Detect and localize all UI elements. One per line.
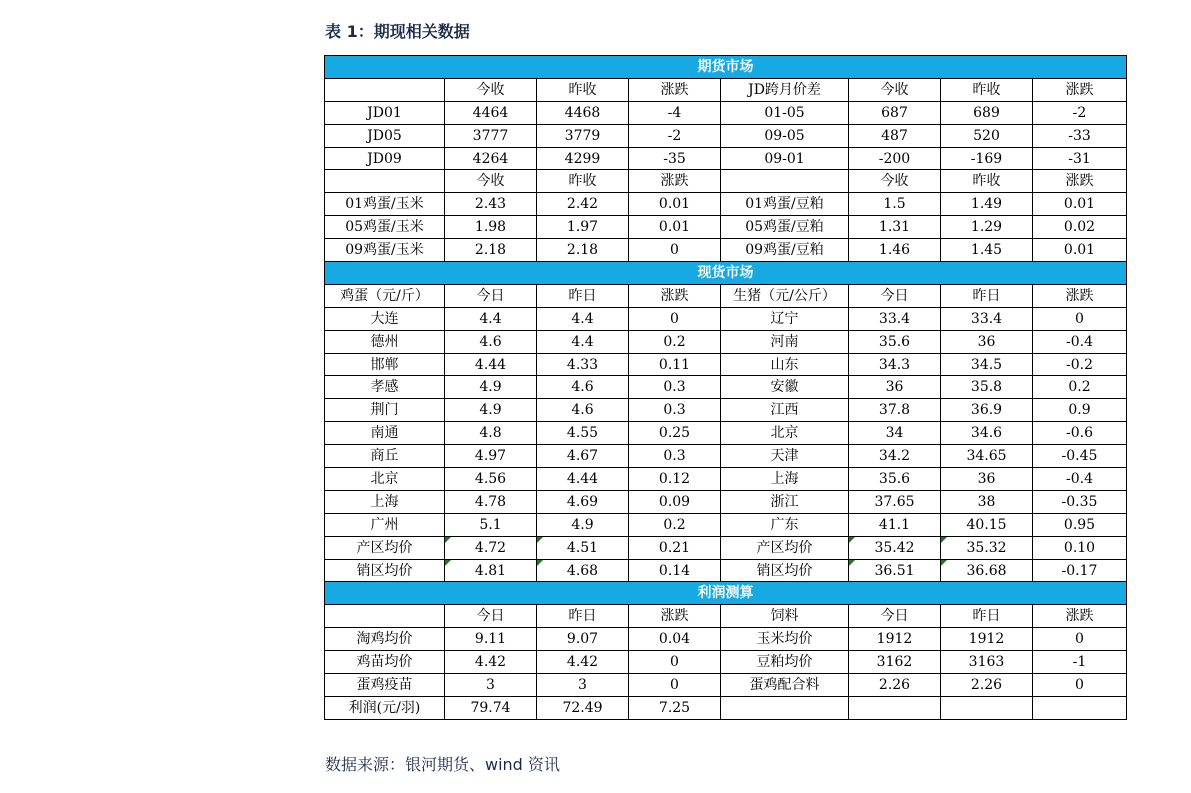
cell-change: 0 — [629, 239, 721, 262]
cell-yesterday: 昨收 — [537, 78, 629, 101]
table-row — [325, 330, 1127, 353]
cell-yesterday: 2.42 — [537, 193, 629, 216]
cell-change: -2 — [629, 124, 721, 147]
cell-name: 大连 — [325, 307, 445, 330]
cell-change: 0.3 — [629, 399, 721, 422]
cell-change: 0.21 — [629, 536, 721, 559]
cell-yesterday2: 3163 — [941, 651, 1033, 674]
cell-change: -35 — [629, 147, 721, 170]
cell-change: 0.01 — [629, 193, 721, 216]
table-row — [325, 513, 1127, 536]
cell-name: JD05 — [325, 124, 445, 147]
cell-yesterday: 4.68 — [537, 559, 629, 582]
cell-yesterday2: 34.5 — [941, 353, 1033, 376]
cell-today2: 1.31 — [849, 216, 941, 239]
cell-yesterday2: 36 — [941, 330, 1033, 353]
futures-section-header — [325, 56, 1127, 79]
cell-today: 4.81 — [445, 559, 537, 582]
cell-change: 0.14 — [629, 559, 721, 582]
table-row — [325, 490, 1127, 513]
cell-name2: JD跨月价差 — [721, 78, 849, 101]
cell-name: 销区均价 — [325, 559, 445, 582]
table-row — [325, 147, 1127, 170]
header-row — [325, 78, 1127, 101]
cell-name2: 生猪（元/公斤） — [721, 284, 849, 307]
cell-yesterday: 昨收 — [537, 170, 629, 193]
cell-today2: 687 — [849, 101, 941, 124]
cell-name2: 05鸡蛋/豆粕 — [721, 216, 849, 239]
cell-name2: 安徽 — [721, 376, 849, 399]
cell-today: 4464 — [445, 101, 537, 124]
cell-name: JD09 — [325, 147, 445, 170]
cell-name2: 上海 — [721, 468, 849, 491]
table-row — [325, 216, 1127, 239]
header-row — [325, 170, 1127, 193]
cell-yesterday: 1.97 — [537, 216, 629, 239]
cell-change2: 涨跌 — [1033, 78, 1127, 101]
cell-today2: 今日 — [849, 605, 941, 628]
cell-change: 0 — [629, 651, 721, 674]
cell-name: 北京 — [325, 468, 445, 491]
cell-yesterday: 昨日 — [537, 284, 629, 307]
cell-yesterday: 4.6 — [537, 376, 629, 399]
table-row — [325, 376, 1127, 399]
cell-name2 — [721, 696, 849, 719]
data-table — [324, 55, 1127, 720]
cell-today2: 1912 — [849, 628, 941, 651]
cell-today2: 34.3 — [849, 353, 941, 376]
cell-today2: 41.1 — [849, 513, 941, 536]
cell-change2: 涨跌 — [1033, 284, 1127, 307]
cell-today: 今日 — [445, 284, 537, 307]
cell-change2: 涨跌 — [1033, 170, 1127, 193]
cell-change2: 0.95 — [1033, 513, 1127, 536]
cell-today: 4.72 — [445, 536, 537, 559]
cell-today: 2.18 — [445, 239, 537, 262]
cell-yesterday: 4.55 — [537, 422, 629, 445]
cell-name: 鸡苗均价 — [325, 651, 445, 674]
cell-yesterday2: 36.68 — [941, 559, 1033, 582]
cell-yesterday2: 1.29 — [941, 216, 1033, 239]
cell-change: 0.2 — [629, 330, 721, 353]
cell-name: 利润(元/羽) — [325, 696, 445, 719]
cell-change: 0.12 — [629, 468, 721, 491]
table-row — [325, 674, 1127, 697]
cell-yesterday2: 40.15 — [941, 513, 1033, 536]
cell-yesterday2: 昨日 — [941, 605, 1033, 628]
table-row — [325, 445, 1127, 468]
cell-change2: -0.4 — [1033, 468, 1127, 491]
cell-name — [325, 78, 445, 101]
cell-yesterday: 2.18 — [537, 239, 629, 262]
table-row — [325, 353, 1127, 376]
cell-change2: 0.9 — [1033, 399, 1127, 422]
section-title: 现货市场 — [325, 262, 1127, 285]
cell-name2: 玉米均价 — [721, 628, 849, 651]
cell-today: 79.74 — [445, 696, 537, 719]
cell-yesterday2: 38 — [941, 490, 1033, 513]
table-row — [325, 124, 1127, 147]
cell-today: 9.11 — [445, 628, 537, 651]
cell-today: 4.97 — [445, 445, 537, 468]
cell-name — [325, 170, 445, 193]
table-row — [325, 101, 1127, 124]
cell-name2: 浙江 — [721, 490, 849, 513]
cell-name: 09鸡蛋/玉米 — [325, 239, 445, 262]
cell-change: 0.01 — [629, 216, 721, 239]
cell-name2: 北京 — [721, 422, 849, 445]
cell-today: 5.1 — [445, 513, 537, 536]
table-caption: 表 1：期现相关数据 — [325, 22, 470, 41]
cell-today2: 1.46 — [849, 239, 941, 262]
cell-name: 德州 — [325, 330, 445, 353]
cell-today: 今日 — [445, 605, 537, 628]
cell-name: 广州 — [325, 513, 445, 536]
table-row — [325, 307, 1127, 330]
cell-name: 产区均价 — [325, 536, 445, 559]
cell-yesterday: 3779 — [537, 124, 629, 147]
cell-change2: -0.6 — [1033, 422, 1127, 445]
cell-yesterday: 4.9 — [537, 513, 629, 536]
cell-name2: 河南 — [721, 330, 849, 353]
cell-change: -4 — [629, 101, 721, 124]
cell-name: 上海 — [325, 490, 445, 513]
cell-change: 涨跌 — [629, 78, 721, 101]
section-title: 利润测算 — [325, 582, 1127, 605]
cell-yesterday: 4.4 — [537, 307, 629, 330]
cell-today: 2.43 — [445, 193, 537, 216]
cell-today2: 今收 — [849, 170, 941, 193]
cell-change2: -0.45 — [1033, 445, 1127, 468]
table-row — [325, 559, 1127, 582]
cell-today2: 2.26 — [849, 674, 941, 697]
cell-yesterday: 4468 — [537, 101, 629, 124]
spot-section-header — [325, 262, 1127, 285]
cell-change2: -0.2 — [1033, 353, 1127, 376]
cell-change2: -31 — [1033, 147, 1127, 170]
cell-today: 4.9 — [445, 399, 537, 422]
cell-change2: 0 — [1033, 307, 1127, 330]
cell-today2: 34 — [849, 422, 941, 445]
cell-name2: 天津 — [721, 445, 849, 468]
header-row — [325, 605, 1127, 628]
cell-today: 4.56 — [445, 468, 537, 491]
cell-yesterday: 4.4 — [537, 330, 629, 353]
cell-today: 4.78 — [445, 490, 537, 513]
cell-today: 今收 — [445, 170, 537, 193]
cell-today2: 1.5 — [849, 193, 941, 216]
cell-name2: 09-05 — [721, 124, 849, 147]
cell-change: 0.3 — [629, 445, 721, 468]
cell-name — [325, 605, 445, 628]
table-row — [325, 651, 1127, 674]
cell-today: 3 — [445, 674, 537, 697]
cell-yesterday2: 昨日 — [941, 284, 1033, 307]
cell-yesterday: 4.6 — [537, 399, 629, 422]
table-row — [325, 628, 1127, 651]
cell-today2: 今收 — [849, 78, 941, 101]
cell-yesterday: 72.49 — [537, 696, 629, 719]
cell-name: 荆门 — [325, 399, 445, 422]
cell-today2: 35.6 — [849, 330, 941, 353]
cell-yesterday2: 昨收 — [941, 170, 1033, 193]
cell-change2: 涨跌 — [1033, 605, 1127, 628]
cell-change2: 0.01 — [1033, 239, 1127, 262]
header-row — [325, 284, 1127, 307]
cell-yesterday: 昨日 — [537, 605, 629, 628]
cell-today: 4.8 — [445, 422, 537, 445]
cell-change2: 0.02 — [1033, 216, 1127, 239]
cell-yesterday: 3 — [537, 674, 629, 697]
table-row — [325, 239, 1127, 262]
cell-name: 邯郸 — [325, 353, 445, 376]
cell-yesterday: 4.69 — [537, 490, 629, 513]
cell-today2: 36.51 — [849, 559, 941, 582]
cell-change: 0.04 — [629, 628, 721, 651]
cell-today2: 36 — [849, 376, 941, 399]
cell-today2: 今日 — [849, 284, 941, 307]
cell-yesterday: 4.44 — [537, 468, 629, 491]
cell-change2: 0.01 — [1033, 193, 1127, 216]
cell-today: 4.42 — [445, 651, 537, 674]
cell-name2 — [721, 170, 849, 193]
cell-name: 05鸡蛋/玉米 — [325, 216, 445, 239]
cell-yesterday2 — [941, 696, 1033, 719]
cell-yesterday: 4.51 — [537, 536, 629, 559]
cell-today: 4.4 — [445, 307, 537, 330]
cell-change2: 0.2 — [1033, 376, 1127, 399]
cell-today2: 37.8 — [849, 399, 941, 422]
cell-name2: 01-05 — [721, 101, 849, 124]
cell-yesterday2: 36.9 — [941, 399, 1033, 422]
cell-name2: 01鸡蛋/豆粕 — [721, 193, 849, 216]
cell-change: 7.25 — [629, 696, 721, 719]
cell-today: 今收 — [445, 78, 537, 101]
cell-today2: 487 — [849, 124, 941, 147]
data-source: 数据来源：银河期货、wind 资讯 — [325, 755, 560, 774]
profit-section-header — [325, 582, 1127, 605]
cell-change2 — [1033, 696, 1127, 719]
cell-change2: 0 — [1033, 628, 1127, 651]
cell-today: 1.98 — [445, 216, 537, 239]
table-row — [325, 468, 1127, 491]
cell-change: 涨跌 — [629, 170, 721, 193]
table-row — [325, 696, 1127, 719]
cell-today2: 35.42 — [849, 536, 941, 559]
cell-change: 0 — [629, 674, 721, 697]
cell-yesterday2: 昨收 — [941, 78, 1033, 101]
cell-change: 0.25 — [629, 422, 721, 445]
cell-today2: 33.4 — [849, 307, 941, 330]
cell-change: 涨跌 — [629, 284, 721, 307]
cell-today: 3777 — [445, 124, 537, 147]
table-row — [325, 193, 1127, 216]
cell-yesterday: 9.07 — [537, 628, 629, 651]
cell-name2: 辽宁 — [721, 307, 849, 330]
cell-yesterday: 4.42 — [537, 651, 629, 674]
cell-name2: 产区均价 — [721, 536, 849, 559]
cell-name: 孝感 — [325, 376, 445, 399]
cell-name: 01鸡蛋/玉米 — [325, 193, 445, 216]
cell-name2: 销区均价 — [721, 559, 849, 582]
cell-change2: -0.4 — [1033, 330, 1127, 353]
cell-name2: 江西 — [721, 399, 849, 422]
cell-today: 4264 — [445, 147, 537, 170]
cell-change: 0.11 — [629, 353, 721, 376]
cell-change: 0 — [629, 307, 721, 330]
cell-name: 商丘 — [325, 445, 445, 468]
cell-change2: -0.17 — [1033, 559, 1127, 582]
table-row — [325, 536, 1127, 559]
cell-change: 0.3 — [629, 376, 721, 399]
cell-yesterday2: 1912 — [941, 628, 1033, 651]
cell-change2: 0.10 — [1033, 536, 1127, 559]
cell-yesterday2: 33.4 — [941, 307, 1033, 330]
cell-name2: 山东 — [721, 353, 849, 376]
cell-name2: 蛋鸡配合料 — [721, 674, 849, 697]
cell-today2: 34.2 — [849, 445, 941, 468]
cell-yesterday2: 1.45 — [941, 239, 1033, 262]
cell-today: 4.6 — [445, 330, 537, 353]
cell-change: 涨跌 — [629, 605, 721, 628]
cell-name2: 饲料 — [721, 605, 849, 628]
table-row — [325, 422, 1127, 445]
table-row — [325, 399, 1127, 422]
cell-change2: -2 — [1033, 101, 1127, 124]
cell-today: 4.44 — [445, 353, 537, 376]
cell-yesterday: 4.67 — [537, 445, 629, 468]
cell-today2 — [849, 696, 941, 719]
cell-yesterday2: 1.49 — [941, 193, 1033, 216]
cell-today2: 35.6 — [849, 468, 941, 491]
cell-change: 0.2 — [629, 513, 721, 536]
cell-yesterday2: 36 — [941, 468, 1033, 491]
cell-change2: -1 — [1033, 651, 1127, 674]
cell-yesterday2: 35.32 — [941, 536, 1033, 559]
cell-name: 鸡蛋（元/斤） — [325, 284, 445, 307]
cell-change2: -33 — [1033, 124, 1127, 147]
cell-name: JD01 — [325, 101, 445, 124]
cell-today: 4.9 — [445, 376, 537, 399]
cell-name2: 豆粕均价 — [721, 651, 849, 674]
cell-name: 淘鸡均价 — [325, 628, 445, 651]
cell-change2: -0.35 — [1033, 490, 1127, 513]
cell-yesterday2: 34.6 — [941, 422, 1033, 445]
section-title: 期货市场 — [325, 56, 1127, 79]
cell-today2: 3162 — [849, 651, 941, 674]
cell-change: 0.09 — [629, 490, 721, 513]
cell-change2: 0 — [1033, 674, 1127, 697]
cell-yesterday2: 35.8 — [941, 376, 1033, 399]
cell-name2: 09鸡蛋/豆粕 — [721, 239, 849, 262]
cell-name: 南通 — [325, 422, 445, 445]
cell-today2: 37.65 — [849, 490, 941, 513]
cell-yesterday2: 2.26 — [941, 674, 1033, 697]
cell-name2: 09-01 — [721, 147, 849, 170]
cell-name2: 广东 — [721, 513, 849, 536]
cell-yesterday2: -169 — [941, 147, 1033, 170]
cell-yesterday2: 34.65 — [941, 445, 1033, 468]
cell-name: 蛋鸡疫苗 — [325, 674, 445, 697]
cell-today2: -200 — [849, 147, 941, 170]
cell-yesterday: 4299 — [537, 147, 629, 170]
cell-yesterday2: 689 — [941, 101, 1033, 124]
cell-yesterday2: 520 — [941, 124, 1033, 147]
cell-yesterday: 4.33 — [537, 353, 629, 376]
